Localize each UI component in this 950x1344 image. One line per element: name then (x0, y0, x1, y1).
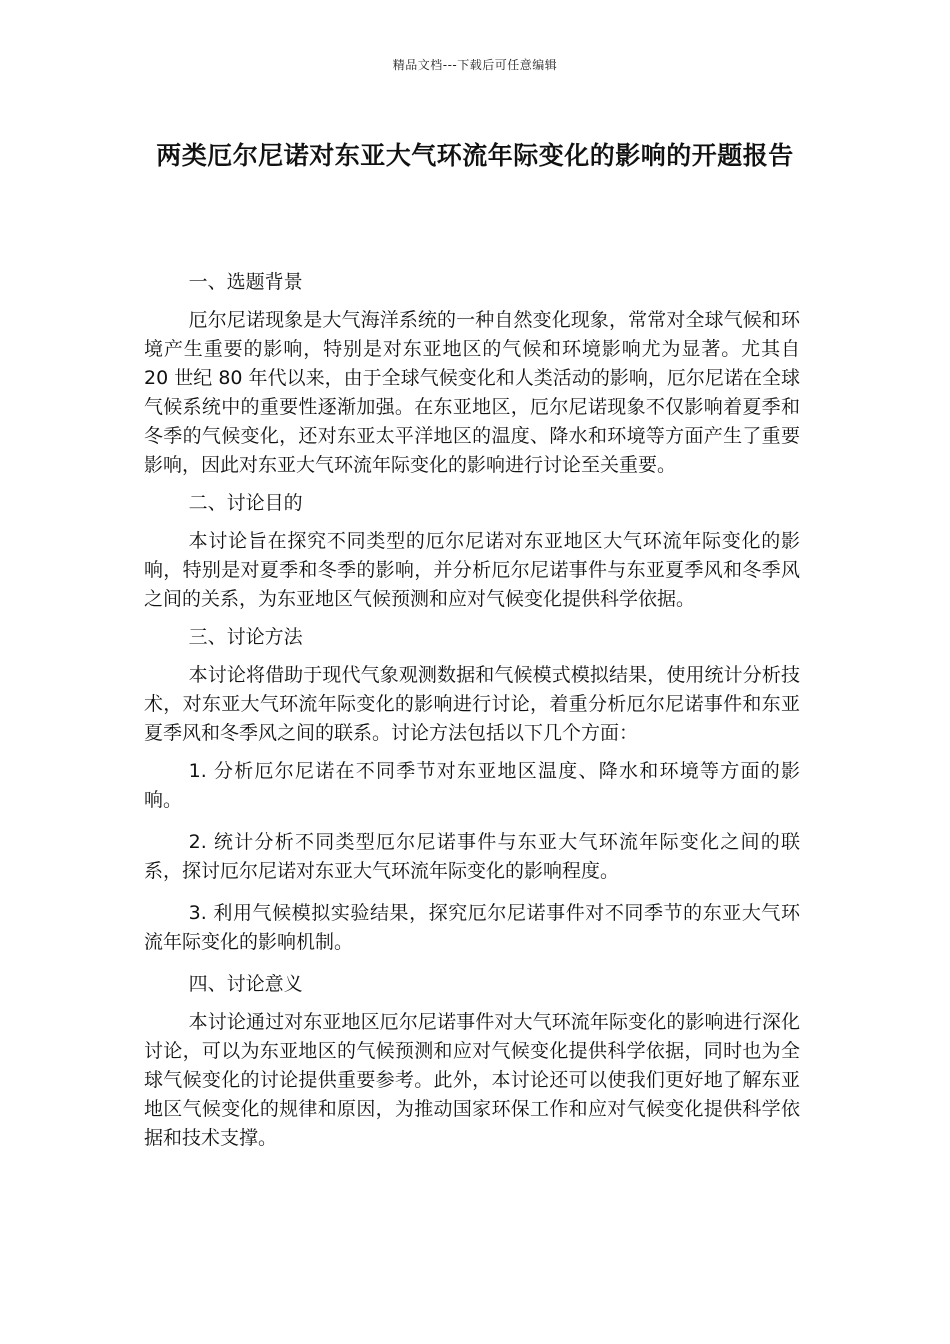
section-heading-purpose: 二、讨论目的 (188, 492, 303, 514)
method-list-item: 3. 利用气候模拟实验结果，探究厄尔尼诺事件对不同季节的东亚大气环流年际变化的影响机制。 (144, 902, 800, 953)
method-list-item: 1. 分析厄尔尼诺在不同季节对东亚地区温度、降水和环境等方面的影响。 (144, 760, 800, 811)
document-title: 两类厄尔尼诺对东亚大气环流年际变化的影响的开题报告 (156, 141, 794, 170)
section-heading-significance: 四、讨论意义 (188, 973, 303, 995)
section-paragraph: 厄尔尼诺现象是大气海洋系统的一种自然变化现象，常常对全球气候和环境产生重要的影响，特别是对东亚地区的气候和环境影响尤为显著。尤其自 20 世纪 80 年代以来，由于全球气候变化和人类活动的影响，厄尔尼诺在全球气候系统中的重要性逐渐加强。在东亚地区，厄尔尼诺现象不仅影响着夏季和冬季的气候变化，还对东亚太平洋地区的温度、降水和环境等方面产生了重要影响，因此对东亚大气环流年际变化的影响进行讨论至关重要。 (144, 309, 800, 476)
section-paragraph: 本讨论通过对东亚地区厄尔尼诺事件对大气环流年际变化的影响进行深化讨论，可以为东亚地区的气候预测和应对气候变化提供科学依据，同时也为全球气候变化的讨论提供重要参考。此外，本讨论还可以使我们更好地了解东亚地区气候变化的规律和原因，为推动国家环保工作和应对气候变化提供科学依据和技术支撑。 (144, 1011, 800, 1149)
header-note: 精品文档---下载后可任意编辑 (392, 58, 558, 72)
section-paragraph: 本讨论旨在探究不同类型的厄尔尼诺对东亚地区大气环流年际变化的影响，特别是对夏季和冬季的影响，并分析厄尔尼诺事件与东亚夏季风和冬季风之间的关系，为东亚地区气候预测和应对气候变化提供科学依据。 (144, 530, 800, 610)
section-heading-method: 三、讨论方法 (188, 626, 303, 648)
method-list-item: 2. 统计分析不同类型厄尔尼诺事件与东亚大气环流年际变化之间的联系，探讨厄尔尼诺对东亚大气环流年际变化的影响程度。 (144, 831, 800, 882)
document-body (144, 268, 800, 1162)
section-heading-background: 一、选题背景 (188, 271, 303, 293)
section-paragraph: 本讨论将借助于现代气象观测数据和气候模式模拟结果，使用统计分析技术，对东亚大气环流年际变化的影响进行讨论，着重分析厄尔尼诺事件和东亚夏季风和冬季风之间的联系。讨论方法包括以下几个方面： (144, 664, 800, 744)
